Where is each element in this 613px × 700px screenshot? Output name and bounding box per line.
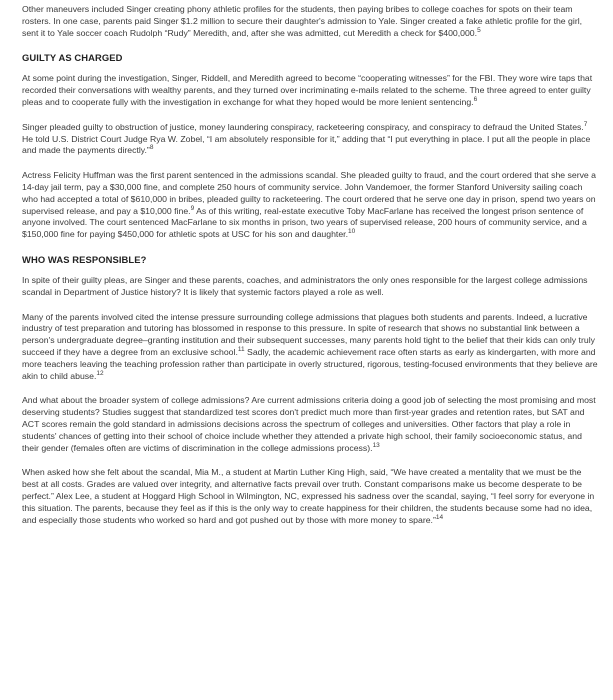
section-heading-responsible: WHO WAS RESPONSIBLE?	[22, 253, 147, 265]
paragraph-text: At some point during the investigation, Singer, Riddell, and Meredith agreed to become “cooperating witnesses” for the FBI. They wore wire taps that recorded their conversations with wealthy parents, and they turned over incriminating e-mails related to the scheme. The three agreed to enter guilty pleas and to cooperate fully with the investigation in exchange for what they hoped would be more lenient sentencing.	[22, 73, 593, 107]
paragraph-text: Many of the parents involved cited the intense pressure surrounding college admissions that plagues both students and parents. Indeed, a lucrative industry of test preparation and tutoring has blossomed in response to this pressure. In spite of research that shows no substantial link between a person's undergraduate degree–granting institution and their subsequent successes, many parents hold tight to the belief that their kids can only truly succeed if they have a degree from an exclusive school.	[22, 311, 595, 357]
paragraph-parental-pressure	[22, 312, 599, 383]
paragraph-systemic-factors	[22, 275, 599, 299]
footnote-ref-12[interactable]: 12	[96, 369, 104, 377]
footnote-ref-6[interactable]: 6	[473, 95, 478, 103]
paragraph-text: Actress Felicity Huffman was the first parent sentenced in the admissions scandal. She pleaded guilty to fraud, and the court ordered that she serve a 14-day jail term, pay a $30,000 fine, and complete 250 hours of community service. John Vandemoer, the former Stanford University sailing coach who had accepted a total of $610,000 in bribes, pleaded guilty to racketeering. The court ordered that he serve one day in prison, spend two years on supervised release, and pay a $10,000 fine.	[22, 170, 597, 216]
paragraph-text: He told U.S. District Court Judge Rya W. Zobel, “I am absolutely responsible for it,” adding that “I put everything in place. I put all the people in place and made the payments directly.”	[22, 133, 591, 156]
section-heading-guilty: GUILTY AS CHARGED	[22, 52, 123, 64]
footnote-ref-7[interactable]: 7	[583, 120, 588, 128]
footnote-ref-11[interactable]: 11	[237, 345, 245, 353]
paragraph-cooperating-witnesses	[22, 73, 599, 108]
paragraph-text: And what about the broader system of college admissions? Are current admissions criteria doing a good job of selecting the most promising and most deserving students? Studies suggest that standardized test scores don't predict much more than first-year grades and retention rates, but SAT and ACT scores remain the gold standard in admissions decisions across the spectrum of colleges and universities. Other factors that play a role in students' chances of getting into their school of choice include whether they attended a private high school, their family socioeconomic status, and their gender (females often are victims of discrimination in the college admissions process).	[22, 395, 596, 453]
paragraph-text: In spite of their guilty pleas, are Singer and these parents, coaches, and administrators the only ones responsible for the largest college admissions scandal in Department of Justice history? It is likely that systemic factors played a role as well.	[22, 274, 588, 297]
paragraph-student-reactions	[22, 467, 599, 526]
footnote-ref-13[interactable]: 13	[372, 441, 380, 449]
footnote-ref-14[interactable]: 14	[435, 513, 444, 521]
paragraph-text: Singer pleaded guilty to obstruction of justice, money laundering conspiracy, racketeering conspiracy, and conspiracy to defraud the United States.	[22, 121, 584, 132]
paragraph-sentences	[22, 170, 599, 241]
footnote-ref-9[interactable]: 9	[190, 204, 195, 212]
paragraph-maneuvers	[22, 4, 599, 39]
paragraph-text: Other maneuvers included Singer creating phony athletic profiles for the students, then paying bribes to college coaches for spots on their team rosters. In one case, parents paid Singer $1.2 million to secure their daughter's admission to Yale. Singer created a fake athletic profile for the girl, sent it to Yale soccer coach Rudolph “Rudy” Meredith, and, after she was admitted, cut Meredith a check for $400,000.	[22, 4, 583, 38]
footnote-ref-5[interactable]: 5	[477, 26, 481, 34]
footnote-ref-10[interactable]: 10	[348, 228, 356, 236]
paragraph-text: As of this writing, real-estate executive Toby MacFarlane has received the longest prison sentence of anyone involved. The court sentenced MacFarlane to six months in prison, two years of supervised release, 200 hours of community service, and a $150,000 fine for paying $450,000 for athletic spots at USC for his son and daughter.	[22, 205, 587, 240]
paragraph-text: When asked how she felt about the scandal, Mia M., a student at Martin Luther King High, said, “We have created a mentality that we must be the best at all costs. Grades are valued over integrity, and alternative facts prevail over truth. Constant comparisons make us become desperate to be perfect.” Alex Lee, a student at Hoggard High School in Wilmington, NC, expressed his sadness over the scandal, saying, “I feel sorry for everyone in this situation. The parents, because they feel as if this is the only way to create happiness for their children, the students because some had no idea, and especially those students who worked so hard and got pushed out by those with more money to spare.”	[22, 467, 595, 525]
paragraph-text: Sadly, the academic achievement race often starts as early as kindergarten, with more and more teachers leaving the teaching profession rather than participate in overly structured, rigorous, testing-focused environments that they believe are akin to child abuse.	[22, 346, 598, 381]
footnote-ref-8[interactable]: 8	[149, 144, 154, 152]
paragraph-singer-plea	[22, 122, 599, 157]
paragraph-admissions-system	[22, 395, 599, 454]
